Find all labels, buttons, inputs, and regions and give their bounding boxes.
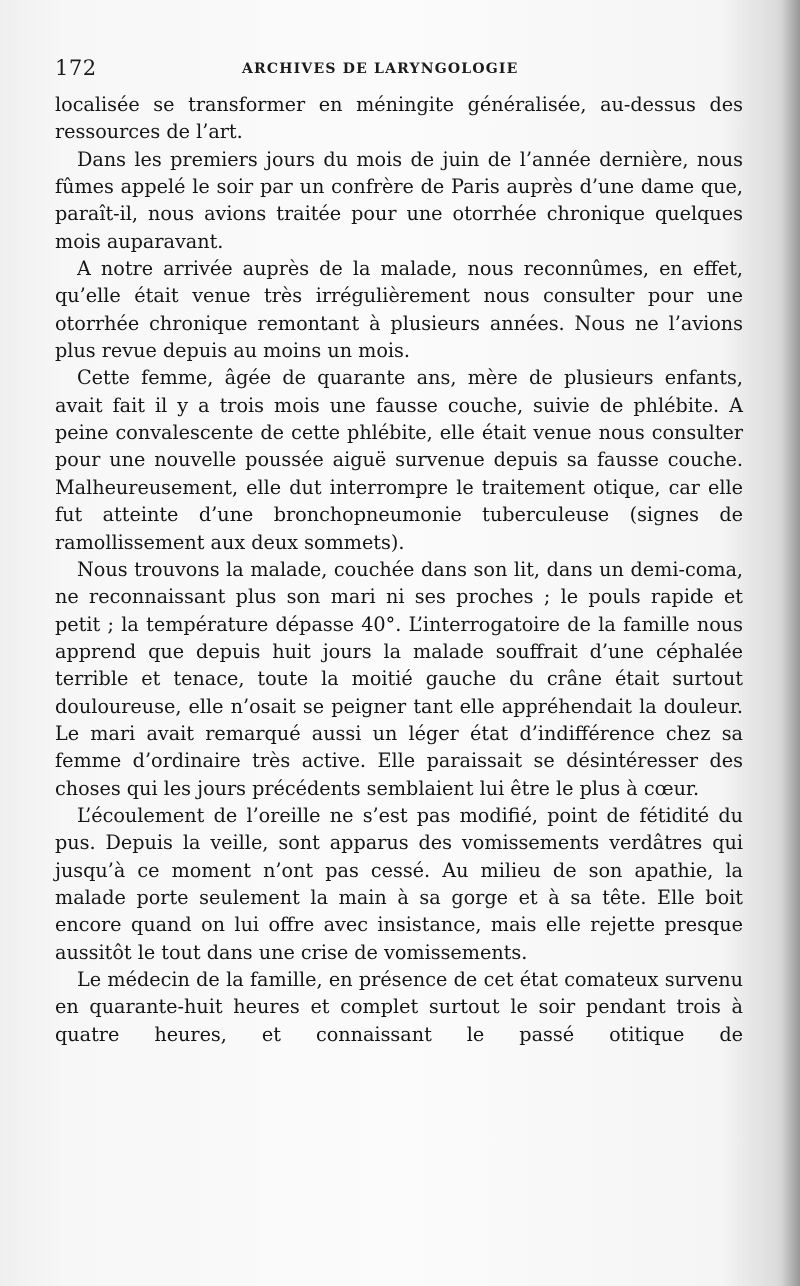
paragraph-7: Le médecin de la famille, en présence de cet état comateux survenu en quarante-huit heures et complet surtout le soir pendant trois à quatre heures, et connaissant le passé otitique de [55, 968, 743, 1046]
page-edge-shadow [782, 0, 800, 1286]
paragraph-4: Cette femme, âgée de quarante ans, mère de plusieurs enfants, avait fait il y a trois mois une fausse couche, suivie de phlébite. A peine convalescente de cette phlébite, elle était venue nous consulter pour une nouvelle poussée aiguë survenue depuis sa fausse couche. Malheureusement, elle dut interrompre le traitement otique, car elle fut atteinte d’une bronchopneumonie tuberculeuse (signes de ramollissement aux deux sommets). [55, 366, 743, 554]
paragraph-3: A notre arrivée auprès de la malade, nous reconnûmes, en effet, qu’elle était venue très irrégulièrement nous consulter pour une otorrhée chronique remontant à plusieurs années. Nous ne l’avions plus revue depuis au moins un mois. [55, 257, 743, 363]
paragraph-6: L’écoulement de l’oreille ne s’est pas modifié, point de fétidité du pus. Depuis la veille, sont apparus des vomissements verdâtres qui jusqu’à ce moment n’ont pas cessé. Au milieu de son apathie, la malade porte seulement la main à sa gorge et à sa tête. Elle boit encore quand on lui offre avec insistance, mais elle rejette presque aussitôt le tout dans une crise de vomissements. [55, 803, 743, 964]
running-header [55, 56, 725, 86]
paragraph-2: Dans les premiers jours du mois de juin de l’année dernière, nous fûmes appelé le soir par un confrère de Paris auprès d’une dame que, paraît-il, nous avions traitée pour une otorrhée chronique quelques mois auparavant. [55, 147, 743, 253]
journal-title: ARCHIVES DE LARYNGOLOGIE [242, 61, 519, 77]
paragraph-5: Nous trouvons la malade, couchée dans son lit, dans un demi-coma, ne reconnaissant plus son mari ni ses proches ; le pouls rapide et petit ; la température dépasse 40°. L’interrogatoire de la famille nous apprend que depuis huit jours la malade souffrait d’une céphalée terrible et tenace, toute la moitié gauche du crâne était surtout douloureuse, elle n’osait se peigner tant elle appréhendait la douleur. Le mari avait remarqué aussi un léger état d’indifférence chez sa femme d’ordinaire très active. Elle paraissait se désintéresser des choses qui les jours précédents semblaient lui être le plus à cœur. [55, 557, 743, 800]
paragraph-1: localisée se transformer en méningite généralisée, au-dessus des ressources de l’art. [55, 93, 743, 144]
page-number: 172 [55, 56, 97, 80]
body-text [55, 91, 743, 1048]
